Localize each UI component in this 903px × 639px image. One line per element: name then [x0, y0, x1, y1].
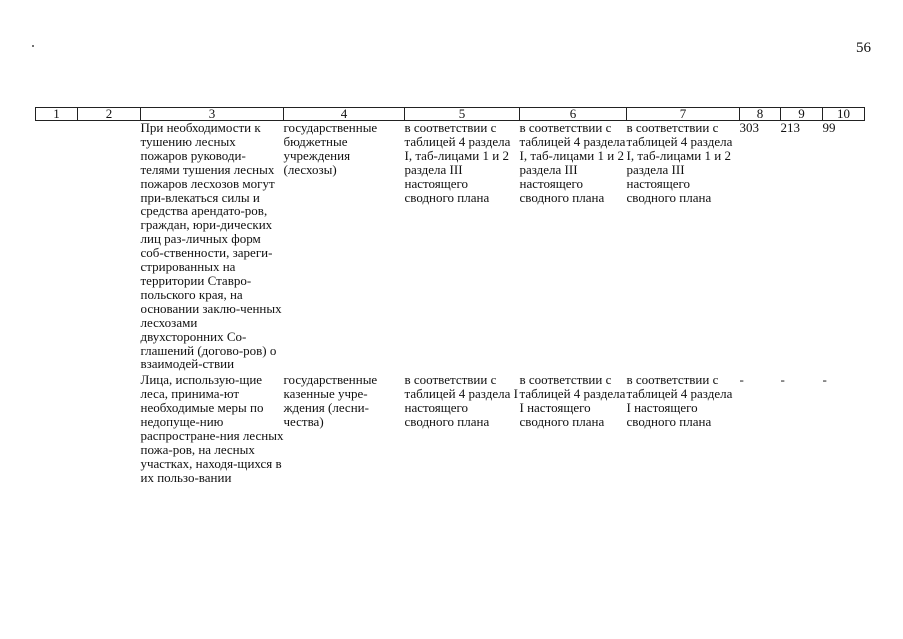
column-number: 6	[520, 108, 627, 121]
value-col-8: 303	[739, 120, 759, 135]
table-row	[36, 121, 865, 374]
row-col-2	[78, 121, 141, 374]
table-row	[36, 373, 865, 486]
reference-col-6: в соответствии с таблицей 4 раздела I, таб-лицами 1 и 2 раздела III настоящего сводного плана	[519, 120, 626, 205]
reference-col-7: в соответствии с таблицей 4 раздела I настоящего сводного плана	[626, 372, 733, 430]
row-col-1	[36, 121, 78, 374]
column-number: 1	[36, 108, 78, 121]
value-col-9: -	[780, 372, 785, 388]
reference-col-5: в соответствии с таблицей 4 раздела I, таб-лицами 1 и 2 раздела III настоящего сводного плана	[404, 120, 511, 205]
row-col-1	[36, 373, 78, 486]
row-col-2	[78, 373, 141, 486]
plan-table	[35, 107, 865, 487]
column-number: 9	[781, 108, 823, 121]
value-col-8: -	[739, 372, 744, 388]
reference-col-6: в соответствии с таблицей 4 раздела I настоящего сводного плана	[519, 372, 626, 430]
reference-col-5: в соответствии с таблицей 4 раздела I настоящего сводного плана	[404, 372, 518, 430]
column-number: 3	[141, 108, 284, 121]
column-number: 8	[740, 108, 781, 121]
reference-col-7: в соответствии с таблицей 4 раздела I, таб-лицами 1 и 2 раздела III настоящего сводного плана	[626, 120, 733, 205]
column-number: 7	[627, 108, 740, 121]
column-number: 10	[823, 108, 865, 121]
column-number: 2	[78, 108, 141, 121]
column-number: 4	[284, 108, 405, 121]
column-number: 5	[405, 108, 520, 121]
scan-speck	[32, 45, 34, 47]
value-col-10: 99	[822, 120, 836, 135]
responsible-organization: государственные казенные учре-ждения (лесни-чества)	[283, 372, 378, 430]
page-number: 56	[856, 40, 871, 56]
value-col-10: -	[822, 372, 827, 388]
column-number-row	[36, 108, 865, 121]
measure-description: При необходимости к тушению лесных пожаров руководи-телями тушения лесных пожаров лесхозов могут при-влекаться силы и средства арендато-ров, граждан, юри-дических лиц раз-личных форм соб-ственности, зареги-стрированных на территории Ставро-польского края, на основании заклю-ченных лесхозами двухсторонних Со-глашений (догово-ров) о взаимодей-ствии	[140, 120, 282, 372]
responsible-organization: государственные бюджетные учреждения (лесхозы)	[283, 120, 378, 177]
measure-description: Лица, использую-щие леса, принима-ют необходимые меры по недопуще-нию распростране-ния лесных пожа-ров, на лесных участках, находя-щихся в их пользо-вании	[140, 372, 284, 485]
value-col-9: 213	[780, 120, 800, 135]
